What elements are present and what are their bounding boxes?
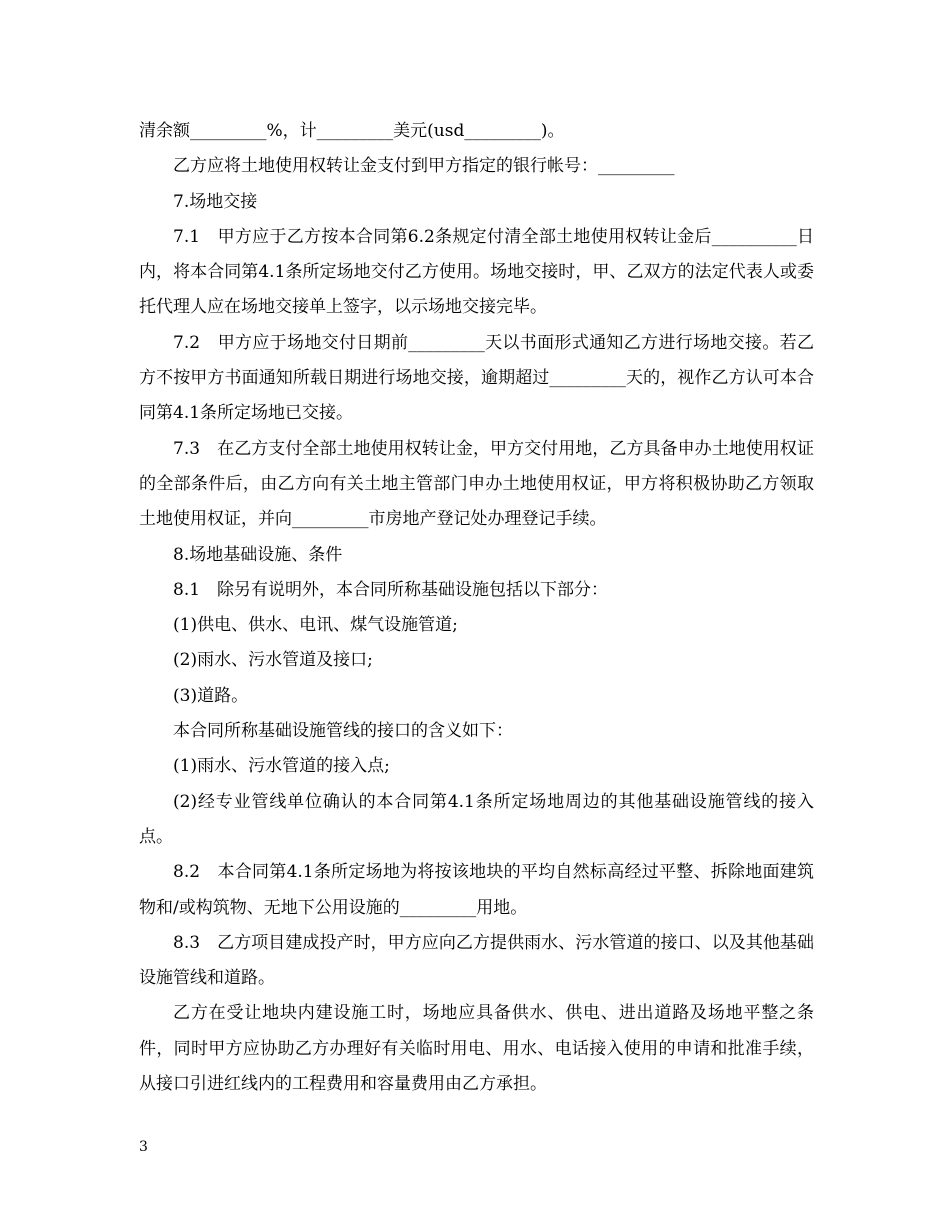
page-number: 3 [139, 1139, 148, 1155]
clause-8-1: 8.1 除另有说明外，本合同所称基础设施包括以下部分： [173, 579, 609, 600]
paragraph-interface-definition: 本合同所称基础设施管线的接口的含义如下： [173, 721, 513, 742]
paragraph-balance-amount: 清余额_________%，计_________美元(usd_________)。 [139, 121, 565, 141]
clause-7-2: 7.2 甲方应于场地交付日期前_________天以书面形式通知乙方进行场地交接。若乙方不按甲方书面通知所载日期进行场地交接，逾期超过_________天的，视作乙方认可本合同第4.1条所定场地已交接。 [139, 332, 814, 424]
clause-7-1: 7.1 甲方应于乙方按本合同第6.2条规定付清全部土地使用权转让金后__________日内，将本合同第4.1条所定场地交付乙方使用。场地交接时，甲、乙双方的法定代表人或委托代理人应在场地交接单上签字，以示场地交接完毕。 [139, 226, 814, 318]
heading-site-infrastructure: 8.场地基础设施、条件 [173, 544, 343, 565]
list-item-roads: (3)道路。 [173, 685, 249, 706]
list-item-other-access-point: (2)经专业管线单位确认的本合同第4.1条所定场地周边的其他基础设施管线的接入点。 [139, 791, 814, 847]
list-item-drainage: (2)雨水、污水管道及接口; [173, 650, 373, 671]
document-body [139, 114, 814, 1102]
heading-site-handover: 7.场地交接 [173, 191, 258, 212]
clause-7-3: 7.3 在乙方支付全部土地使用权转让金，甲方交付用地，乙方具备申办土地使用权证的全部条件后，由乙方向有关土地主管部门申办土地使用权证，甲方将积极协助乙方领取土地使用权证，并向_________市房地产登记处办理登记手续。 [139, 438, 814, 530]
list-item-utilities: (1)供电、供水、电讯、煤气设施管道; [173, 615, 458, 636]
clause-8-3: 8.3 乙方项目建成投产时，甲方应向乙方提供雨水、污水管道的接口、以及其他基础设施管线和道路。 [139, 932, 814, 989]
clause-8-2: 8.2 本合同第4.1条所定场地为将按该地块的平均自然标高经过平整、拆除地面建筑物和/或构筑物、无地下公用设施的_________用地。 [139, 862, 814, 918]
paragraph-bank-account: 乙方应将土地使用权转让金支付到甲方指定的银行帐号：_________ [173, 156, 675, 177]
paragraph-construction-conditions: 乙方在受让地块内建设施工时，场地应具备供水、供电、进出道路及场地平整之条件，同时甲方应协助乙方办理好有关临时用电、用水、电话接入使用的申请和批准手续，从接口引进红线内的工程费用和容量费用由乙方承担。 [139, 1003, 814, 1095]
list-item-drainage-access-point: (1)雨水、污水管道的接入点; [173, 756, 390, 777]
